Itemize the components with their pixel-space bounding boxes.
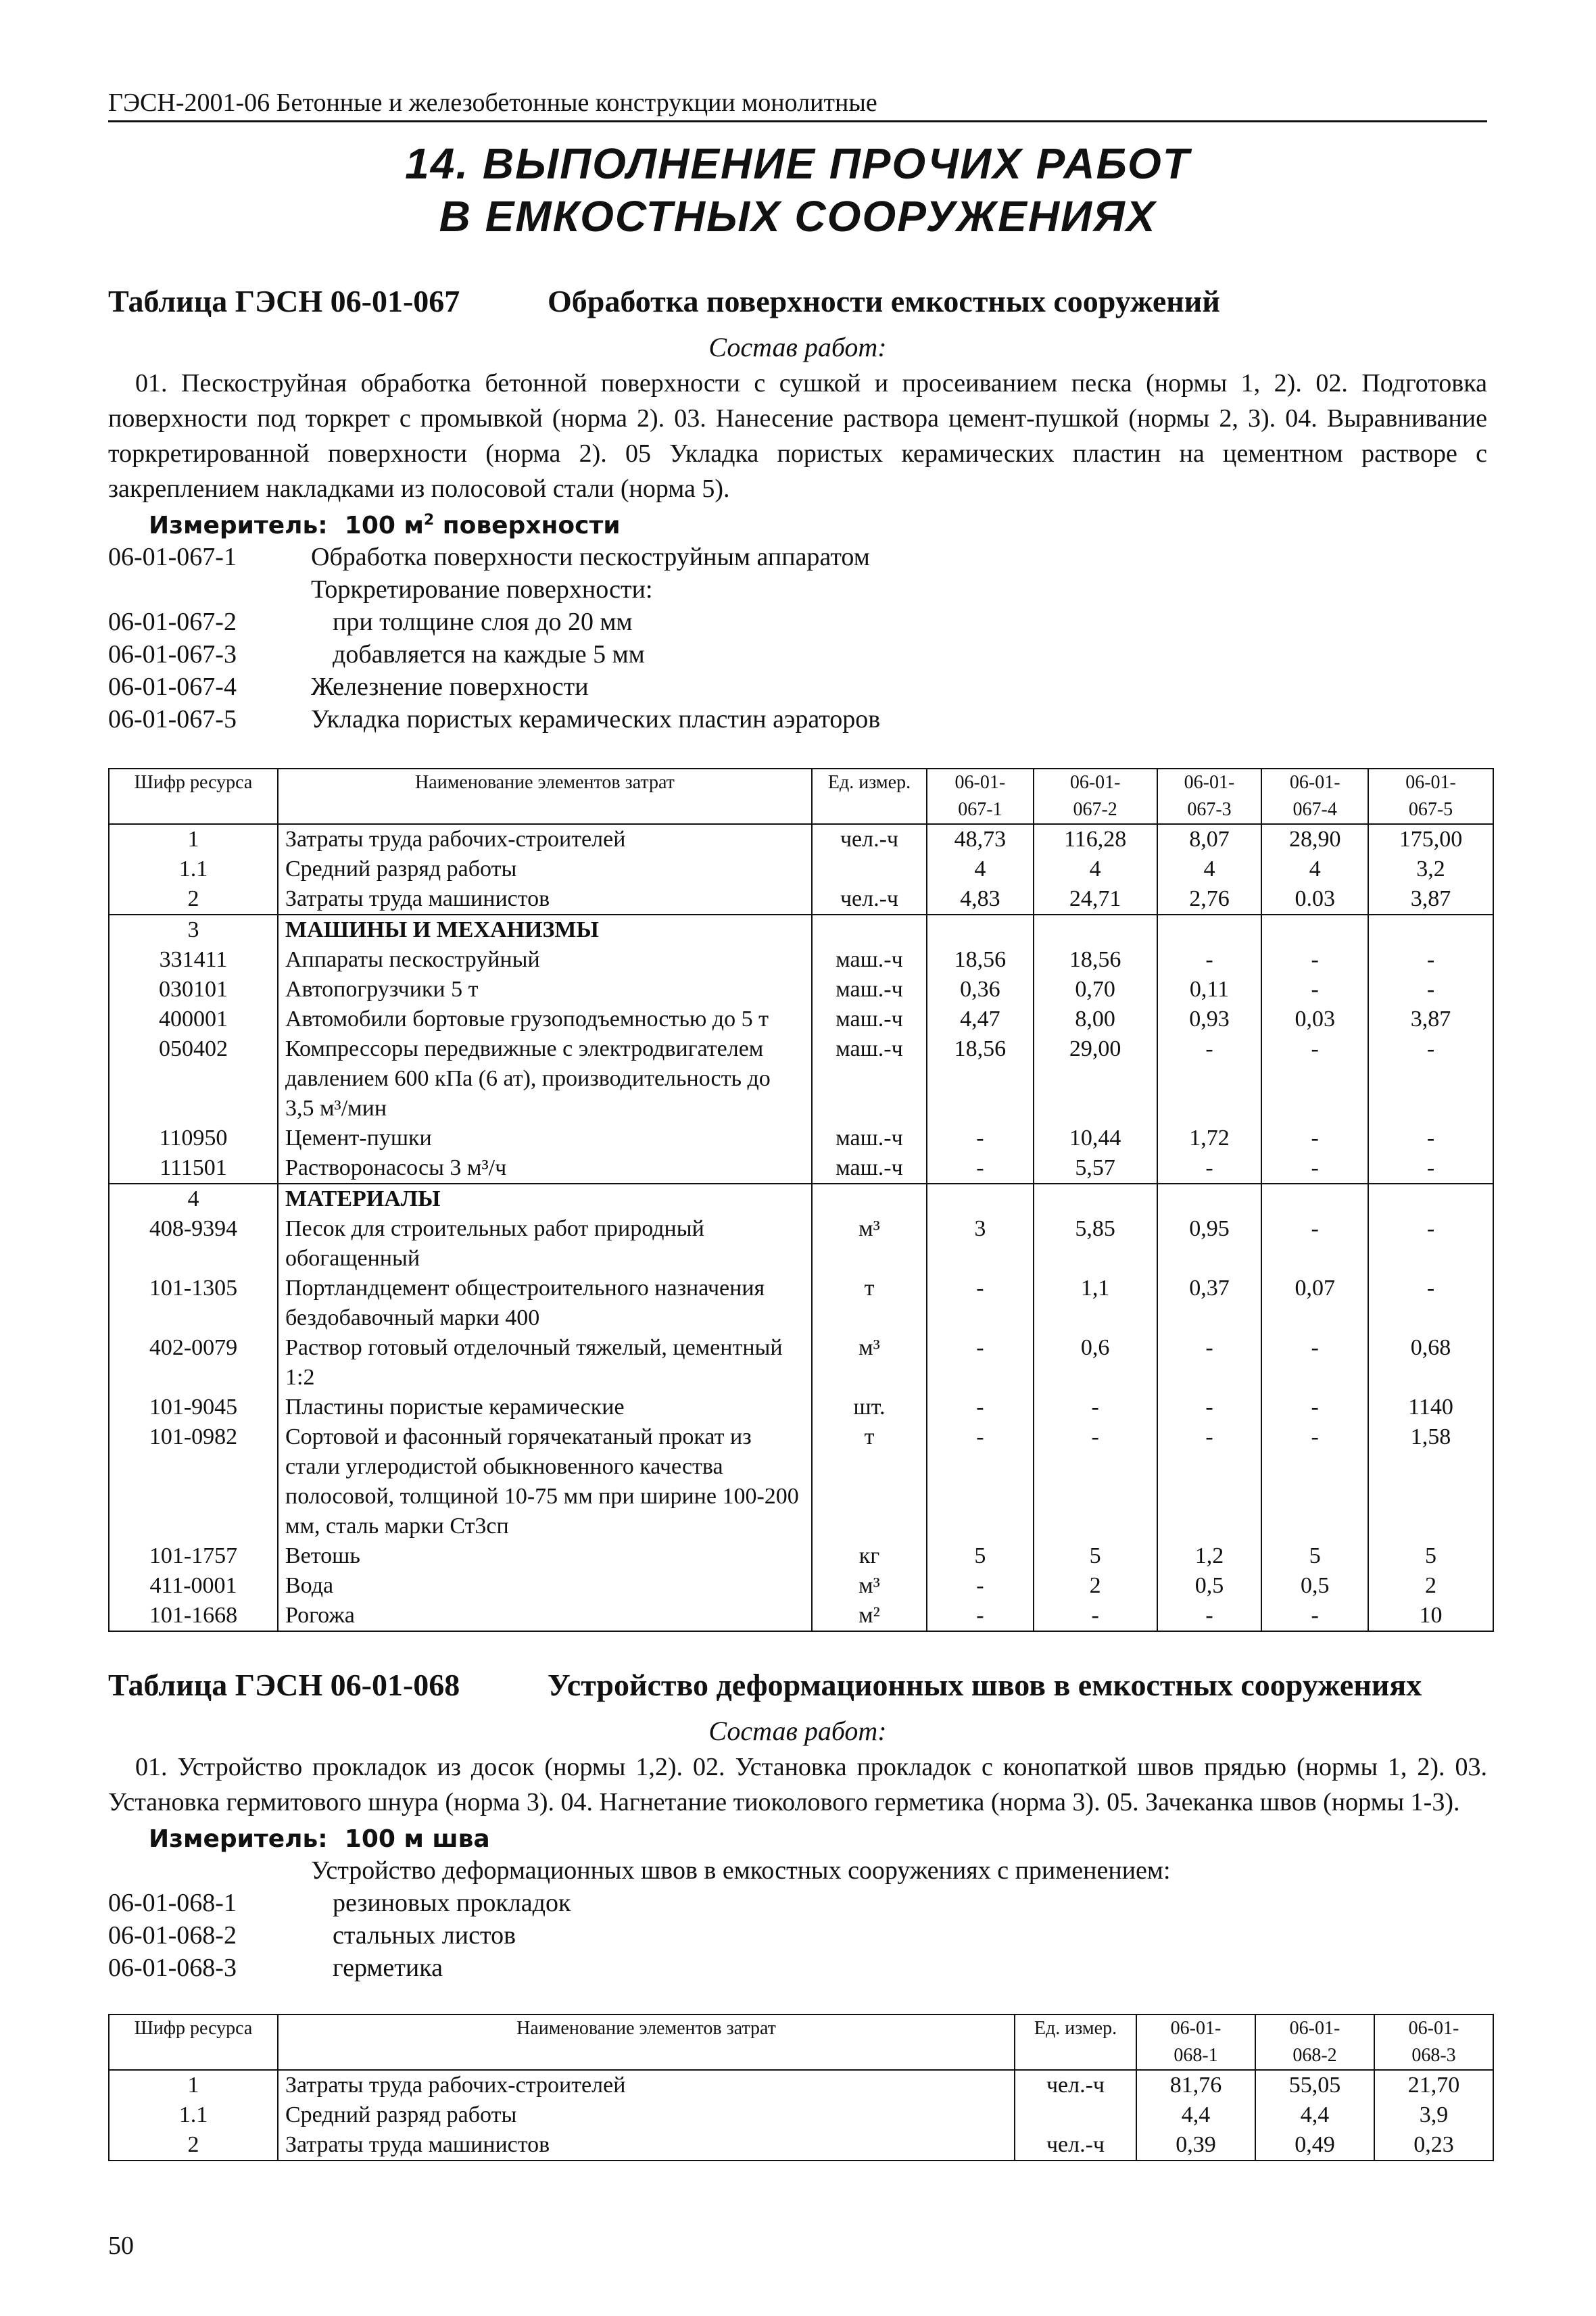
norm-code: 06-01-067-1 (108, 543, 237, 571)
norm-value: 1,2 (1157, 1541, 1262, 1571)
table-row (109, 1393, 1493, 1422)
norm-value: 28,90 (1261, 824, 1368, 854)
norm-value: - (1157, 1393, 1262, 1422)
section-title-line-2: В ЕМКОСТНЫХ СООРУЖЕНИЯХ (439, 192, 1157, 241)
norm-value (927, 1184, 1034, 1214)
norm-value: 1,72 (1157, 1124, 1262, 1153)
norm-code: 06-01-067-5 (108, 705, 237, 733)
norm-value: - (927, 1124, 1034, 1153)
norm-value: 1,58 (1368, 1422, 1493, 1541)
meter-label: Измеритель: (149, 1825, 328, 1853)
norm-value: 10,44 (1034, 1124, 1157, 1153)
resource-name: Сортовой и фасонный горячекатаный прокат из стали углеродистой обыкновенного качества полосовой, толщиной 10-75 мм при ширине 100-200 мм, сталь марки Ст3сп (278, 1422, 812, 1541)
norm-name: Укладка пористых керамических пластин аэраторов (311, 705, 881, 733)
norm-value: 3,9 (1374, 2100, 1493, 2130)
header-name: Наименование элементов затрат (278, 2015, 1015, 2070)
meter-value: 100 м (344, 512, 424, 539)
resource-unit: чел.-ч (1015, 2070, 1136, 2100)
table2-composition-label: Состав работ: (708, 1716, 887, 1746)
norm-item (108, 1919, 1487, 1952)
norm-intro (108, 1854, 1487, 1887)
table2-norms (108, 1854, 1487, 1984)
resource-unit: чел.-ч (812, 824, 927, 854)
norm-name: герметика (333, 1954, 443, 1982)
resource-name: Затраты труда рабочих-строителей (278, 824, 812, 854)
norm-value: 8,00 (1034, 1005, 1157, 1034)
table-row (109, 2070, 1493, 2100)
resource-name: МАТЕРИАЛЫ (278, 1184, 812, 1214)
table2-heading (108, 1667, 1487, 1703)
norm-value: 0,93 (1157, 1005, 1262, 1034)
table1-resources (108, 768, 1494, 1632)
resource-name: Вода (278, 1571, 812, 1601)
norm-value: 18,56 (927, 945, 1034, 975)
header-norm-col: 06-01- 067-3 (1157, 769, 1262, 824)
norm-value: 8,07 (1157, 824, 1262, 854)
norm-value: 3 (927, 1214, 1034, 1274)
resource-name: Аппараты пескоструйный (278, 945, 812, 975)
meter-sup: 2 (423, 512, 435, 529)
resource-name: Песок для строительных работ природный обогащенный (278, 1214, 812, 1274)
norm-value: - (927, 1571, 1034, 1601)
norm-value: 18,56 (927, 1034, 1034, 1124)
resource-code: 408-9394 (109, 1214, 278, 1274)
norm-value: - (1157, 1333, 1262, 1393)
resource-code: 2 (109, 2130, 278, 2161)
table2-composition: 01. Устройство прокладок из досок (нормы 1,2). 02. Установка прокладок с конопаткой швов прядью (нормы 1, 2). 03. Установка гермитового шнура (норма 3). 04. Нагнетание тиоколового герметика (норма 3). 05. Зачеканка швов (нормы 1-3). (108, 1753, 1487, 1816)
table-row (109, 2130, 1493, 2161)
norm-value: - (1368, 1124, 1493, 1153)
norm-code: 06-01-068-2 (108, 1921, 237, 1950)
norm-value: - (1261, 1333, 1368, 1393)
resource-unit: маш.-ч (812, 1153, 927, 1184)
norm-value: - (1034, 1422, 1157, 1541)
norm-item (108, 1887, 1487, 1919)
norm-value: 3,87 (1368, 1005, 1493, 1034)
norm-item (108, 606, 1487, 638)
norm-value: 0,39 (1136, 2130, 1255, 2161)
norm-value: 1,1 (1034, 1274, 1157, 1333)
norm-value: - (1368, 1034, 1493, 1124)
resource-code: 1.1 (109, 854, 278, 884)
header-norm-col: 06-01- 068-3 (1374, 2015, 1493, 2070)
header-unit: Ед. измер. (1015, 2015, 1136, 2070)
meter-suffix: поверхности (442, 512, 621, 539)
norm-value (1368, 915, 1493, 945)
norm-item (108, 1952, 1487, 1984)
norm-value: - (1157, 1601, 1262, 1631)
norm-item (108, 573, 1487, 606)
norm-code: 06-01-067-3 (108, 640, 237, 669)
norm-value: - (1261, 1393, 1368, 1422)
norm-value: - (1034, 1393, 1157, 1422)
norm-item (108, 671, 1487, 703)
table1-title: Обработка поверхности емкостных сооружений (548, 284, 1220, 318)
meter-value: 100 м шва (344, 1825, 490, 1853)
norm-value: 5 (927, 1541, 1034, 1571)
resource-code: 110950 (109, 1124, 278, 1153)
norm-value: 5,57 (1034, 1153, 1157, 1184)
norm-value: 4 (1157, 854, 1262, 884)
header-norm-col: 06-01- 068-1 (1136, 2015, 1255, 2070)
norm-value: 4,4 (1255, 2100, 1374, 2130)
norm-value: - (1368, 1274, 1493, 1333)
norm-value (1261, 1184, 1368, 1214)
resource-name: Затраты труда рабочих-строителей (278, 2070, 1015, 2100)
section-title-line-1: 14. ВЫПОЛНЕНИЕ ПРОЧИХ РАБОТ (405, 139, 1190, 188)
table-row (109, 1541, 1493, 1571)
resource-name: Цемент-пушки (278, 1124, 812, 1153)
norm-value: - (1034, 1601, 1157, 1631)
norm-value: 0,6 (1034, 1333, 1157, 1393)
norm-value: 4 (1034, 854, 1157, 884)
header-code: Шифр ресурса (109, 769, 278, 824)
norm-value: - (927, 1601, 1034, 1631)
resource-code: 400001 (109, 1005, 278, 1034)
norm-value: 0,23 (1374, 2130, 1493, 2161)
norm-value: - (1261, 1124, 1368, 1153)
resource-unit: маш.-ч (812, 1034, 927, 1124)
norm-value: 3,2 (1368, 854, 1493, 884)
norm-value: 18,56 (1034, 945, 1157, 975)
norm-code: 06-01-068-1 (108, 1889, 237, 1917)
norm-value: 0,36 (927, 975, 1034, 1005)
norm-value (1261, 915, 1368, 945)
table-row (109, 2100, 1493, 2130)
resource-name: Пластины пористые керамические (278, 1393, 812, 1422)
norm-value: 2 (1368, 1571, 1493, 1601)
table2-code: Таблица ГЭСН 06-01-068 (108, 1668, 460, 1702)
norm-value: - (927, 1393, 1034, 1422)
resource-code: 3 (109, 915, 278, 945)
resource-name: Рогожа (278, 1601, 812, 1631)
norm-name: Торкретирование поверхности: (311, 575, 653, 604)
norm-value: - (1261, 975, 1368, 1005)
norm-value: 0,5 (1157, 1571, 1262, 1601)
resource-code: 101-1305 (109, 1274, 278, 1333)
norm-value: - (1261, 1034, 1368, 1124)
resource-unit: маш.-ч (812, 1124, 927, 1153)
section-title (108, 137, 1487, 243)
resource-code: 101-1668 (109, 1601, 278, 1631)
norm-name: при толщине слоя до 20 мм (333, 608, 633, 636)
table-row (109, 1601, 1493, 1631)
resource-unit: т (812, 1422, 927, 1541)
table1-composition-label: Состав работ: (708, 332, 887, 362)
meter-label: Измеритель: (149, 512, 328, 539)
norm-value: 116,28 (1034, 824, 1157, 854)
table-row (109, 1422, 1493, 1541)
header-unit: Ед. измер. (812, 769, 927, 824)
table2-resources (108, 2014, 1494, 2161)
norm-value: 10 (1368, 1601, 1493, 1631)
resource-code: 111501 (109, 1153, 278, 1184)
norm-value: 5 (1034, 1541, 1157, 1571)
resource-unit: м³ (812, 1571, 927, 1601)
table-row (109, 854, 1493, 884)
resource-name: Растворонасосы 3 м³/ч (278, 1153, 812, 1184)
resource-code: 101-0982 (109, 1422, 278, 1541)
norm-value: 0,5 (1261, 1571, 1368, 1601)
norm-name: стальных листов (333, 1921, 516, 1950)
resource-code: 050402 (109, 1034, 278, 1124)
resource-code: 101-1757 (109, 1541, 278, 1571)
norm-value: 2 (1034, 1571, 1157, 1601)
norm-name: резиновых прокладок (333, 1889, 571, 1917)
norm-value: 2,76 (1157, 884, 1262, 915)
norm-value: 0.03 (1261, 884, 1368, 915)
norm-name: Железнение поверхности (311, 673, 589, 701)
table-row (109, 1571, 1493, 1601)
norm-value: 0,11 (1157, 975, 1262, 1005)
norm-value: 0,70 (1034, 975, 1157, 1005)
norms-intro: Устройство деформационных швов в емкостных сооружениях с применением: (311, 1856, 1171, 1885)
norm-value (1368, 1184, 1493, 1214)
header-name: Наименование элементов затрат (278, 769, 812, 824)
resource-unit: маш.-ч (812, 975, 927, 1005)
norm-value: - (1261, 1422, 1368, 1541)
norm-value: - (1368, 1214, 1493, 1274)
header-norm-col: 06-01- 067-1 (927, 769, 1034, 824)
resource-unit (812, 854, 927, 884)
resource-code: 101-9045 (109, 1393, 278, 1422)
norm-item (108, 638, 1487, 671)
table1-meter (149, 512, 1487, 539)
norm-value: - (927, 1333, 1034, 1393)
norm-value: 55,05 (1255, 2070, 1374, 2100)
resource-unit: м³ (812, 1333, 927, 1393)
norm-code: 06-01-068-3 (108, 1954, 237, 1982)
norm-value: 4,83 (927, 884, 1034, 915)
norm-value: 0,68 (1368, 1333, 1493, 1393)
header-code: Шифр ресурса (109, 2015, 278, 2070)
norm-value: 3,87 (1368, 884, 1493, 915)
norm-value: 4,47 (927, 1005, 1034, 1034)
resource-code: 030101 (109, 975, 278, 1005)
resource-unit: маш.-ч (812, 1005, 927, 1034)
table1-heading (108, 283, 1487, 319)
resource-unit: м² (812, 1601, 927, 1631)
norm-value: - (1157, 1422, 1262, 1541)
resource-code: 1.1 (109, 2100, 278, 2130)
norm-code (108, 573, 311, 606)
resource-unit: маш.-ч (812, 945, 927, 975)
norm-value (1034, 1184, 1157, 1214)
table-row (109, 884, 1493, 915)
resource-unit (812, 1184, 927, 1214)
table-row (109, 1214, 1493, 1274)
table-row (109, 945, 1493, 975)
norm-value: 5 (1261, 1541, 1368, 1571)
table-row (109, 1184, 1493, 1214)
norm-value: - (1261, 1214, 1368, 1274)
table-row (109, 1153, 1493, 1184)
resource-name: Портландцемент общестроительного назначения бездобавочный марки 400 (278, 1274, 812, 1333)
norm-value: - (927, 1422, 1034, 1541)
norm-value: 29,00 (1034, 1034, 1157, 1124)
resource-unit: кг (812, 1541, 927, 1571)
norm-value (1157, 1184, 1262, 1214)
resource-unit: м³ (812, 1214, 927, 1274)
norm-value: 0,95 (1157, 1214, 1262, 1274)
norm-value: 5,85 (1034, 1214, 1157, 1274)
norm-code: 06-01-067-4 (108, 673, 237, 701)
resource-name: Автопогрузчики 5 т (278, 975, 812, 1005)
table1-code: Таблица ГЭСН 06-01-067 (108, 284, 460, 318)
norm-value: - (1157, 1034, 1262, 1124)
norm-name: добавляется на каждые 5 мм (333, 640, 645, 669)
table1-header-row (109, 769, 1493, 824)
running-header: ГЭСН-2001-06 Бетонные и железобетонные конструкции монолитные (108, 88, 1487, 122)
table-row (109, 824, 1493, 854)
page (108, 88, 1487, 2161)
resource-unit (1015, 2100, 1136, 2130)
resource-name: Компрессоры передвижные с электродвигателем давлением 600 кПа (6 ат), производительность до 3,5 м³/мин (278, 1034, 812, 1124)
norm-value: 81,76 (1136, 2070, 1255, 2100)
norm-value (1157, 915, 1262, 945)
table-row (109, 1333, 1493, 1393)
norm-code: 06-01-067-2 (108, 608, 237, 636)
norm-value: - (927, 1274, 1034, 1333)
norm-item (108, 541, 1487, 573)
norm-value: 4 (1261, 854, 1368, 884)
norm-item (108, 703, 1487, 735)
table-row (109, 915, 1493, 945)
norm-value: - (1157, 1153, 1262, 1184)
norm-value: 1140 (1368, 1393, 1493, 1422)
norm-value (1034, 915, 1157, 945)
resource-unit: чел.-ч (812, 884, 927, 915)
resource-name: Автомобили бортовые грузоподъемностью до 5 т (278, 1005, 812, 1034)
norm-value: - (1261, 1153, 1368, 1184)
table2-meter (149, 1825, 1487, 1853)
resource-unit: шт. (812, 1393, 927, 1422)
resource-unit: т (812, 1274, 927, 1333)
resource-name: Затраты труда машинистов (278, 884, 812, 915)
resource-code: 2 (109, 884, 278, 915)
norm-value: - (1368, 975, 1493, 1005)
header-norm-col: 06-01- 067-2 (1034, 769, 1157, 824)
resource-code: 4 (109, 1184, 278, 1214)
header-norm-col: 06-01- 068-2 (1255, 2015, 1374, 2070)
table2-title: Устройство деформационных швов в емкостных сооружениях (548, 1668, 1422, 1702)
resource-name: Раствор готовый отделочный тяжелый, цементный 1:2 (278, 1333, 812, 1393)
norm-value: 48,73 (927, 824, 1034, 854)
table-row (109, 1124, 1493, 1153)
norm-value: - (1157, 945, 1262, 975)
norm-value: 0,49 (1255, 2130, 1374, 2161)
resource-name: Средний разряд работы (278, 854, 812, 884)
resource-code: 331411 (109, 945, 278, 975)
norm-value: - (1368, 945, 1493, 975)
table1-composition: 01. Пескоструйная обработка бетонной поверхности с сушкой и просеиванием песка (нормы 1, 2). 02. Подготовка поверхности под торкрет с промывкой (норма 2). 03. Нанесение раствора цемент-пушкой (нормы 2, 3). 04. Выравнивание торкретированной поверхности (норма 2). 05 Укладка пористых керамических пластин на цементном растворе с закреплением накладками из полосовой стали (норма 5). (108, 369, 1487, 503)
header-norm-col: 06-01- 067-5 (1368, 769, 1493, 824)
norm-value: 0,07 (1261, 1274, 1368, 1333)
table-row (109, 975, 1493, 1005)
norm-value (927, 915, 1034, 945)
norm-value: - (1261, 945, 1368, 975)
table1-norms (108, 541, 1487, 735)
table-row (109, 1034, 1493, 1124)
norm-value: 175,00 (1368, 824, 1493, 854)
header-norm-col: 06-01- 067-4 (1261, 769, 1368, 824)
norm-value: 24,71 (1034, 884, 1157, 915)
norm-value: 0,03 (1261, 1005, 1368, 1034)
resource-code: 402-0079 (109, 1333, 278, 1393)
resource-name: Затраты труда машинистов (278, 2130, 1015, 2161)
norm-value: - (1368, 1153, 1493, 1184)
norm-value: 4 (927, 854, 1034, 884)
norm-name: Обработка поверхности пескоструйным аппаратом (311, 543, 870, 571)
table-row (109, 1274, 1493, 1333)
resource-code: 1 (109, 2070, 278, 2100)
resource-name: Ветошь (278, 1541, 812, 1571)
norm-value: 5 (1368, 1541, 1493, 1571)
resource-name: Средний разряд работы (278, 2100, 1015, 2130)
resource-unit (812, 915, 927, 945)
norm-value: 4,4 (1136, 2100, 1255, 2130)
resource-code: 1 (109, 824, 278, 854)
resource-code: 411-0001 (109, 1571, 278, 1601)
page-number: 50 (108, 2231, 134, 2260)
table2-header-row (109, 2015, 1493, 2070)
norm-value: - (927, 1153, 1034, 1184)
resource-unit: чел.-ч (1015, 2130, 1136, 2161)
resource-name: МАШИНЫ И МЕХАНИЗМЫ (278, 915, 812, 945)
table-row (109, 1005, 1493, 1034)
norm-value: - (1261, 1601, 1368, 1631)
norm-value: 21,70 (1374, 2070, 1493, 2100)
norm-value: 0,37 (1157, 1274, 1262, 1333)
